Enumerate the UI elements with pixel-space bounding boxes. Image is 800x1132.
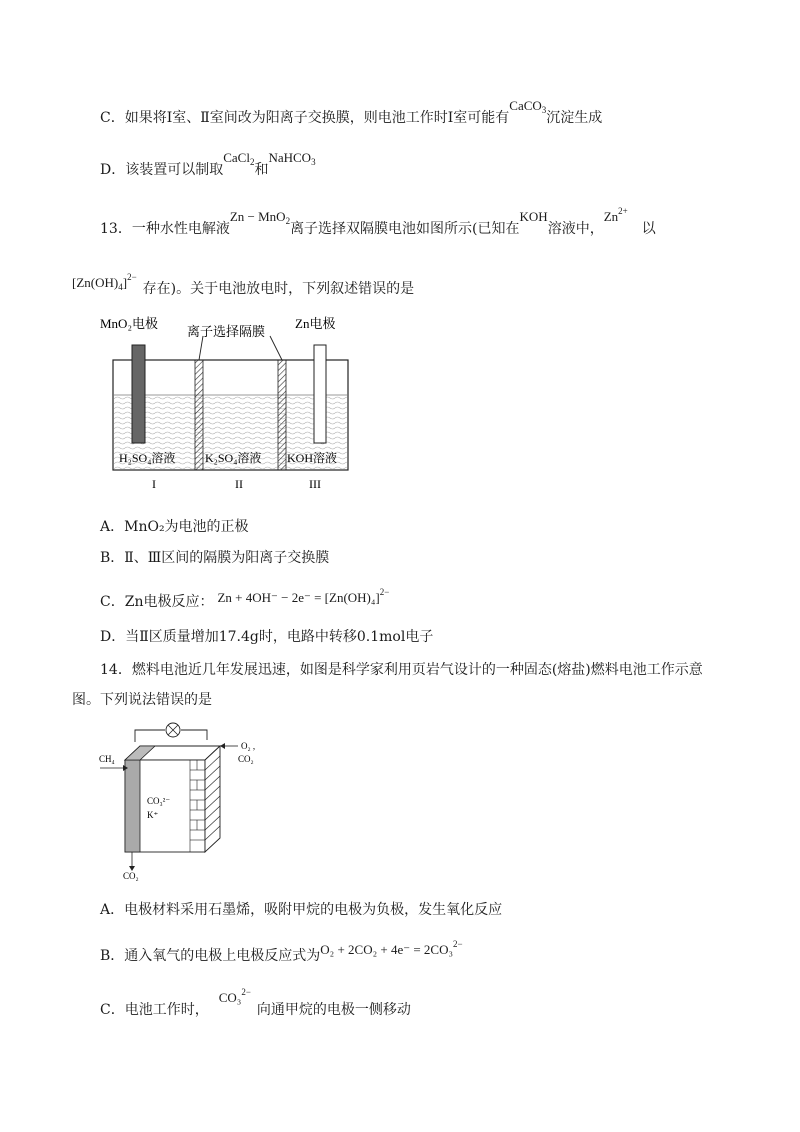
mno2-electrode — [132, 345, 145, 443]
label-k-ion: K⁺ — [147, 810, 159, 820]
q14-option-b — [100, 940, 463, 966]
q14-option-c — [100, 987, 411, 1020]
q14-c-suffix: 向通甲烷的电极一侧移动 — [256, 1002, 411, 1018]
q14-stem-line1: 14．燃料电池近几年发展迅速，如图是科学家利用页岩气设计的一种固态(熔盐)燃料电池工作示意 — [100, 662, 703, 678]
q13-stem-line1 — [100, 206, 656, 243]
label-zone-1: I — [152, 477, 156, 491]
label-mno2-electrode: MnO₂电极 — [100, 316, 158, 331]
q13-number-text: 13．一种水性电解液 — [100, 221, 230, 237]
q14-b-text: B．通入氧气的电极上电极反应式为 — [100, 948, 321, 964]
membrane-right — [278, 360, 286, 470]
q13-c-equation: $Zn + 4OH^- - 2e^- = [Zn(OH)_4]^{2-}$ — [217, 587, 390, 605]
q14-c-chem: CO₃$^{2-}$ — [218, 987, 251, 1005]
label-koh: KOH溶液 — [287, 451, 337, 465]
q13-stem-mid2: 溶液中， — [547, 221, 604, 237]
label-co2-top: CO₂ — [238, 754, 254, 764]
q12-option-d — [100, 150, 316, 184]
label-zone-2: II — [235, 477, 243, 491]
q13-stem-line2 — [72, 273, 414, 303]
q12-d-chem1: CaCl$_2$ — [223, 150, 255, 167]
anode-strip — [125, 760, 140, 852]
label-membrane: 离子选择隔膜 — [187, 324, 266, 339]
q12-d-text: D．该装置可以制取 — [100, 162, 224, 178]
q14-option-a: A．电极材料采用石墨烯，吸附甲烷的电极为负极，发生氧化反应 — [100, 902, 503, 918]
label-h2so4: H₂SO₄溶液 — [119, 451, 176, 465]
q13-chem-koh: KOH — [519, 209, 548, 224]
q12-c-text: C．如果将Ⅰ室、Ⅱ室间改为阳离子交换膜，则电池工作时Ⅰ室可能有 — [100, 110, 510, 126]
label-co3: CO₃²⁻ — [147, 796, 171, 806]
q13-c-text: C．Zn电极反应： — [100, 594, 214, 610]
q12-d-chem2: NaHCO$_3$ — [268, 150, 316, 167]
label-zone-3: III — [309, 477, 321, 491]
q13-option-d: D．当Ⅱ区质量增加17.4g时，电路中转移0.1mol电子 — [100, 629, 434, 645]
q13-stem-end: 以 — [641, 221, 656, 237]
q14-c-text: C．电池工作时， — [100, 1002, 209, 1018]
label-ch4: CH₄ — [99, 754, 115, 764]
label-o2: O₂ , — [241, 741, 256, 751]
membrane-left — [195, 360, 203, 470]
q14-b-equation: O₂ + 2CO₂ + 4e⁻ = 2CO₃$^{2-}$ — [320, 939, 463, 957]
q13-chem-zn-mno2: Zn − MnO$_2$ — [229, 209, 291, 226]
q12-c-suffix: 沉淀生成 — [546, 110, 603, 126]
q12-d-and: 和 — [254, 162, 269, 178]
q13-chem-zincate: $[Zn(OH)_4]^{2-}$ — [72, 272, 137, 292]
q13-chem-zn2: $Zn^{2+}$ — [603, 206, 628, 224]
q13-option-a: A．MnO₂为电池的正极 — [100, 519, 249, 535]
zn-electrode — [314, 345, 326, 443]
q13-stem-text: 存在)。关于电池放电时，下列叙述错误的是 — [142, 281, 415, 297]
q13-option-b: B．Ⅱ、Ⅲ区间的隔膜为阳离子交换膜 — [100, 550, 330, 566]
q14-stem-line2: 图。下列说法错误的是 — [72, 692, 212, 708]
q14-fuel-cell-diagram — [95, 712, 270, 882]
label-zn-electrode: Zn电极 — [295, 316, 336, 331]
q13-stem-mid: 离子选择双隔膜电池如图所示(已知在 — [290, 221, 520, 237]
label-co2-bottom: CO₂ — [123, 871, 139, 881]
q13-battery-diagram — [95, 310, 365, 500]
q12-option-c — [100, 98, 603, 132]
label-k2so4: K₂SO₄溶液 — [205, 451, 262, 465]
q13-option-c — [100, 586, 389, 612]
q12-c-chem: CaCO$_3$ — [509, 98, 547, 115]
